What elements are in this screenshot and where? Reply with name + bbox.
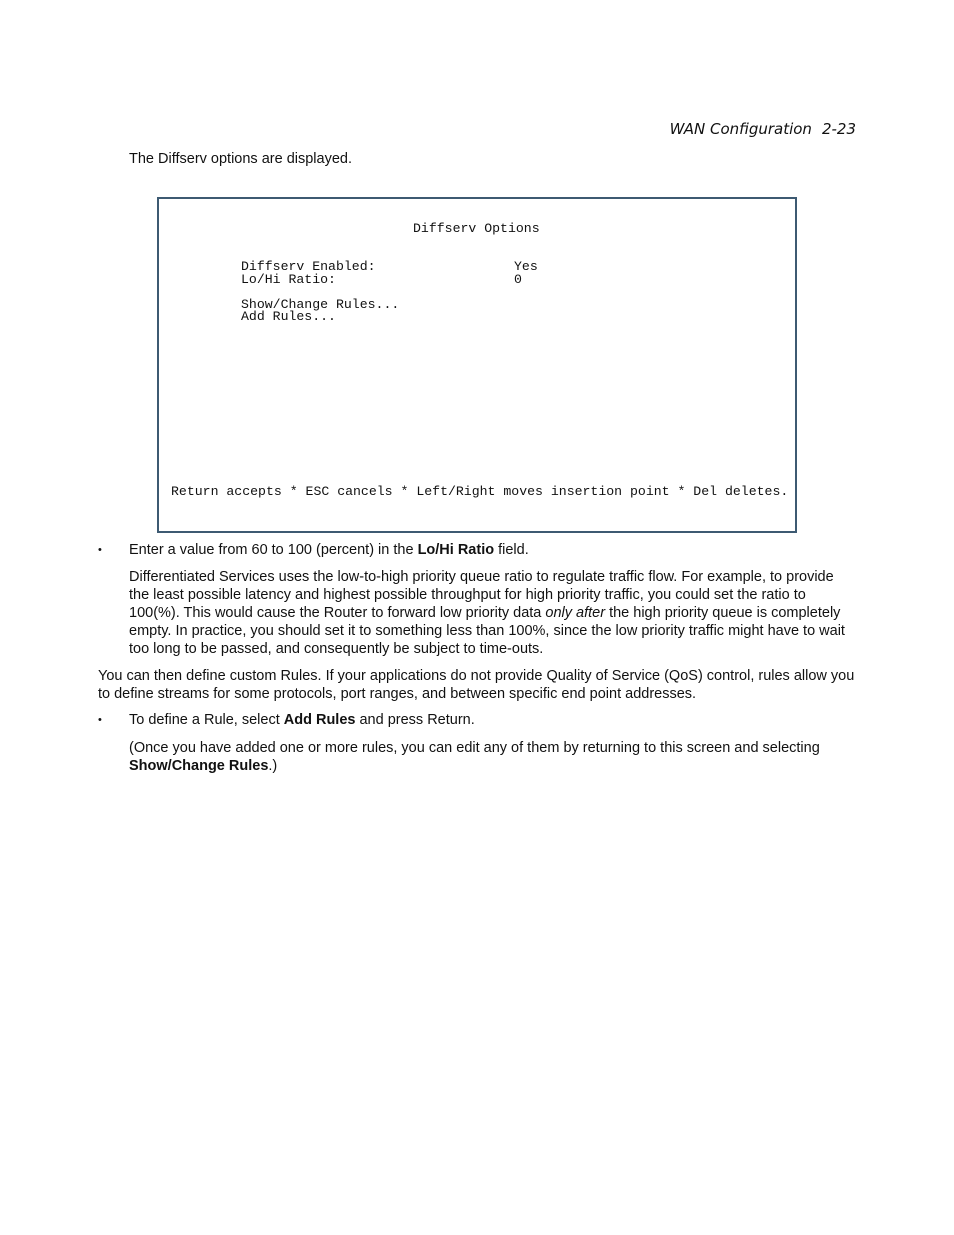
paragraph-text-after: .) — [268, 758, 278, 774]
diffserv-enabled-label: Diffserv Enabled: — [241, 259, 376, 274]
add-rules-menu-item[interactable]: Add Rules... — [241, 309, 336, 324]
bullet-text-bold: Lo/Hi Ratio — [417, 542, 495, 558]
bullet-text — [129, 541, 529, 559]
edit-rules-paragraph — [129, 739, 857, 775]
bullet-text-before: Enter a value from 60 to 100 (percent) in the — [129, 542, 418, 558]
paragraph-text-italic: only after — [545, 605, 606, 621]
paragraph-text-before: (Once you have added one or more rules, you can edit any of them by returning to this screen and selecting — [129, 740, 820, 756]
bullet-text — [129, 711, 475, 729]
bullet-text-after: field. — [494, 542, 529, 558]
header-page-number: 2-23 — [821, 120, 856, 138]
bullet-text-before: To define a Rule, select — [129, 712, 284, 728]
bullet-glyph: • — [98, 714, 102, 726]
paragraph-text-after: the high priority queue is completely empty. In practice, you should set it to something less than 100%, since the low priority traffic might have to wait too long to be passed, and consequently be subject to time-outs. — [129, 605, 845, 657]
intro-text: The Diffserv options are displayed. — [129, 151, 352, 167]
screen-status-line: Return accepts * ESC cancels * Left/Right moves insertion point * Del deletes. — [171, 484, 789, 499]
screen-title: Diffserv Options — [413, 221, 540, 236]
paragraph-text-before: Differentiated Services uses the low-to-high priority queue ratio to regulate traffic flow. For example, to provide the least possible latency and highest possible throughput for high priority traffic, you could set the ratio to 100(%). This would cause the Router to forward low priority data — [129, 569, 834, 621]
lo-hi-ratio-label: Lo/Hi Ratio: — [241, 272, 336, 287]
bullet-text-after: and press Return. — [355, 712, 475, 728]
header-section-title: WAN Configuration — [669, 120, 812, 138]
diffserv-options-screen — [157, 197, 797, 533]
bullet-text-bold: Add Rules — [283, 712, 356, 728]
show-change-rules-menu-item[interactable]: Show/Change Rules... — [241, 297, 400, 312]
paragraph-text-bold: Show/Change Rules — [129, 758, 269, 774]
lo-hi-ratio-value[interactable]: 0 — [514, 272, 522, 287]
diffserv-explanation-paragraph — [129, 568, 857, 658]
diffserv-enabled-value[interactable]: Yes — [514, 259, 538, 274]
custom-rules-paragraph: You can then define custom Rules. If your applications do not provide Quality of Service (QoS) control, rules allow you to define streams for some protocols, port ranges, and between specific end point addresses. — [98, 668, 855, 702]
bullet-glyph: • — [98, 544, 102, 556]
page-header — [670, 120, 856, 138]
